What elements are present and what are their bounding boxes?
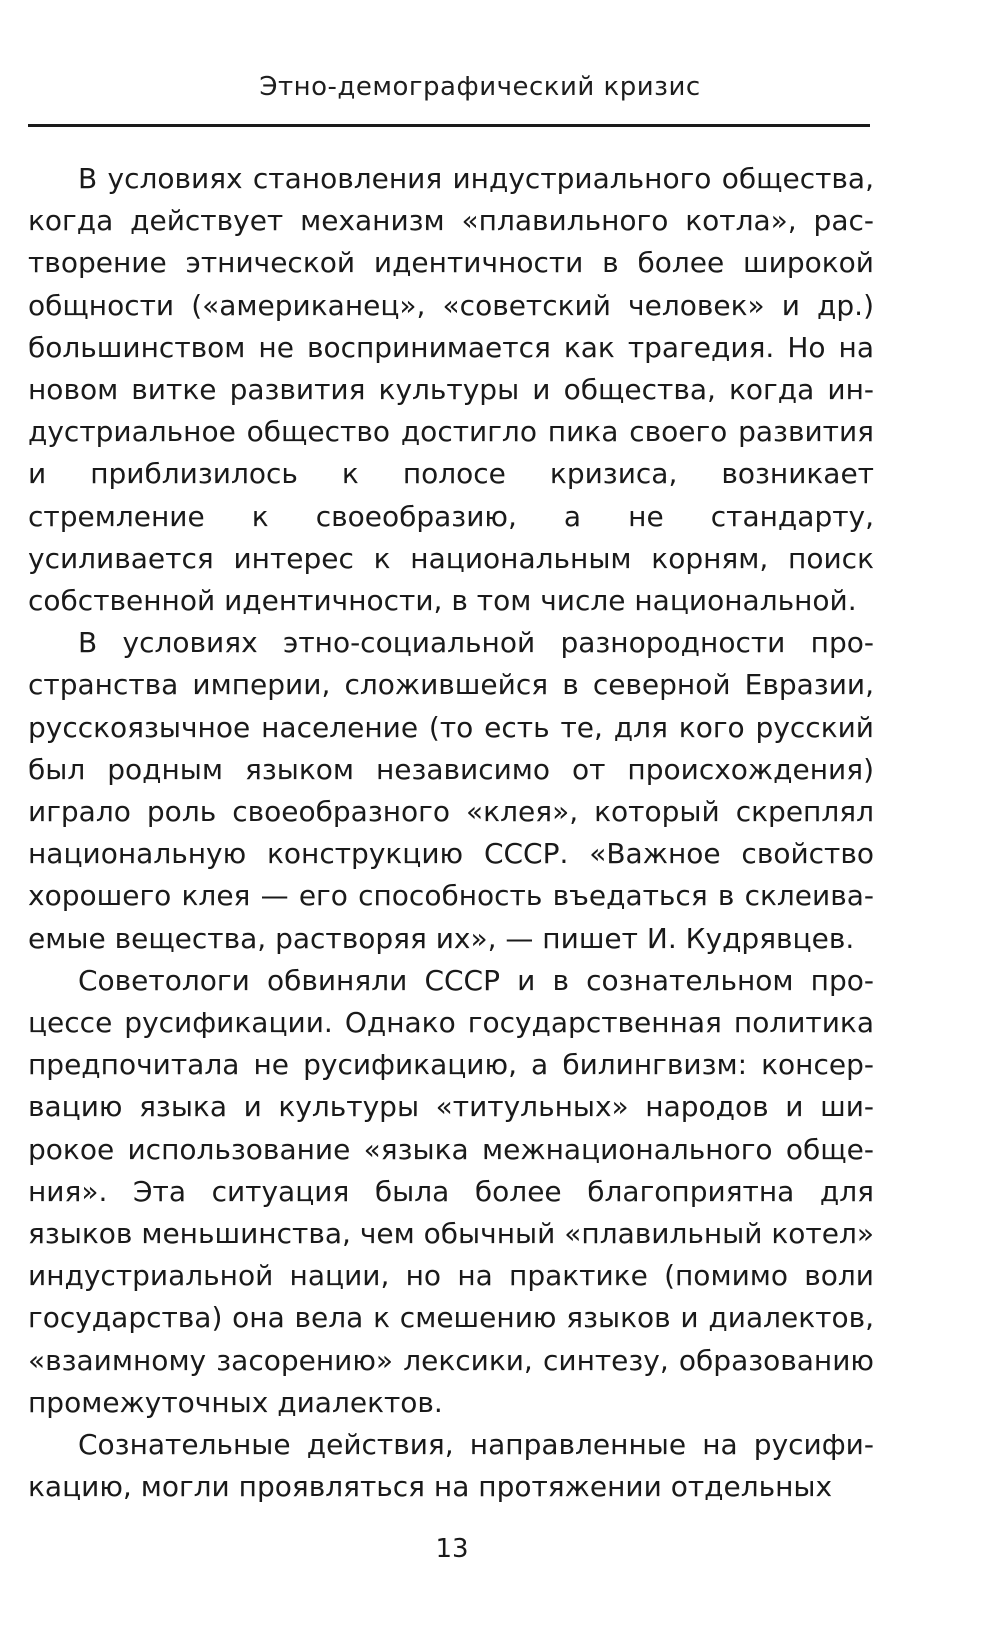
running-head: Этно-демографический кризис [259,72,701,102]
page-number: 13 [435,1534,469,1564]
header-divider [28,124,870,127]
paragraph-4: Сознательные действия, направленные на русификацию, могли проявляться на протяжении отдельных [28,1428,874,1504]
paragraph-3: Советологи обвиняли СССР и в сознательном процессе русификации. Однако государственная политика предпочитала не русификацию, а билингвизм: консервацию языка и культуры «титульных» народов и широкое использование «языка межнационального общения». Эта ситуация была более благоприятна для языков меньшинства, чем обычный «плавильный котел» индустриальной нации, но на практике (помимо воли государства) она вела к смешению языков и диалектов, «взаимному засорению» лексики, синтезу, образованию промежуточных диалектов. [28,963,874,1419]
body-text [28,158,874,1509]
paragraph-1: В условиях становления индустриального общества, когда действует механизм «плавильного котла», растворение этнической идентичности в более широкой общности («американец», «советский человек» и др.) большинством не воспринимается как трагедия. Но на новом витке развития культуры и общества, когда индустриальное общество достигло пика своего развития и приблизилось к полосе кризиса, возникает стремление к своеобразию, а не стандарту, усиливается интерес к национальным корням, поиск собственной идентичности, в том числе национальной. [28,162,874,618]
paragraph-2: В условиях этно-социальной разнородности пространства империи, сложившейся в северной Евразии, русскоязычное население (то есть те, для кого русский был родным языком независимо от происхождения) играло роль своеобразного «клея», который скреплял национальную конструкцию СССР. «Важное свойство хорошего клея — его способность въедаться в склеиваемые вещества, растворяя их», — пишет И. Кудрявцев. [28,626,874,955]
